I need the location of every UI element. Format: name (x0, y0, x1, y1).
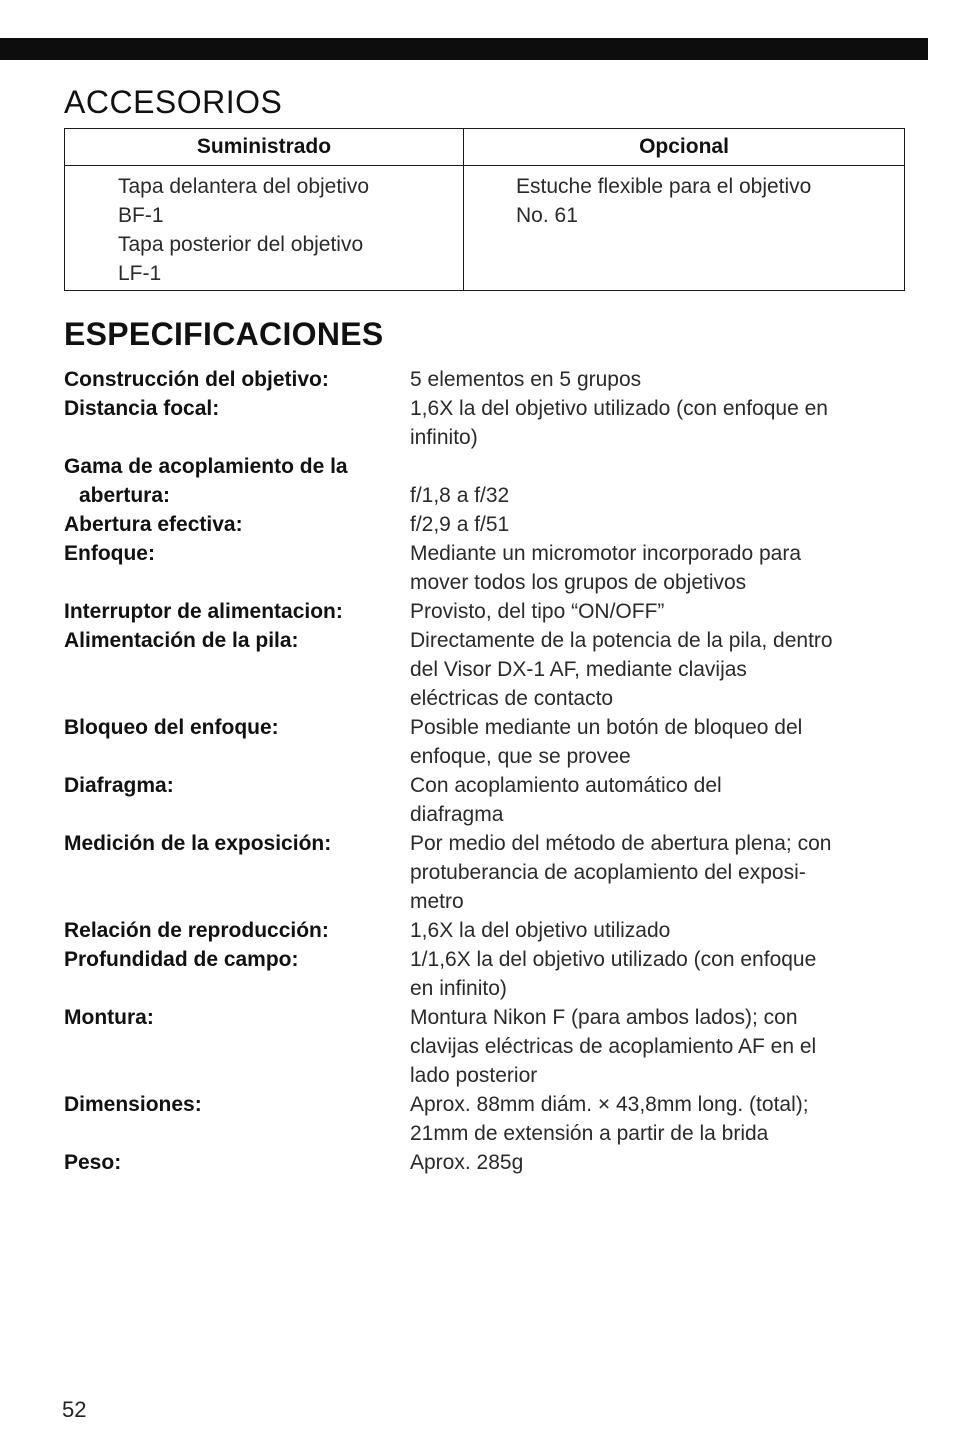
spec-label (64, 510, 404, 539)
spec-row (64, 597, 924, 626)
spec-row (64, 626, 924, 713)
spec-label (64, 771, 404, 800)
spec-label-line: Diafragma: (64, 774, 174, 797)
spec-label (64, 365, 404, 394)
spec-row (64, 771, 924, 829)
spec-value-line: eléctricas de contacto (410, 687, 614, 710)
spec-label-line: Medición de la exposición: (64, 832, 332, 855)
page-number: 52 (62, 1397, 87, 1422)
spec-row (64, 1148, 924, 1177)
spec-value (410, 1148, 910, 1177)
spec-value-line: clavijas eléctricas de acoplamiento AF en el (410, 1035, 817, 1058)
spec-value (410, 394, 910, 452)
spec-value-line: diafragma (410, 803, 504, 826)
spec-row (64, 394, 924, 452)
spec-value (410, 945, 910, 1003)
spec-value-line: 21mm de extensión a partir de la brida (410, 1122, 769, 1145)
spec-label (64, 713, 404, 742)
spec-value-line: Montura Nikon F (para ambos lados); con (410, 1006, 798, 1029)
spec-value-line: Directamente de la potencia de la pila, dentro (410, 629, 833, 652)
spec-label (64, 945, 404, 974)
spec-value-line: Aprox. 285g (410, 1151, 524, 1174)
spec-label (64, 829, 404, 858)
spec-value-line: Por medio del método de abertura plena; con (410, 832, 832, 855)
spec-label-line: Gama de acoplamiento de la (64, 455, 348, 478)
spec-label-line: Profundidad de campo: (64, 948, 299, 971)
spec-value (410, 771, 910, 829)
supplied-item: LF-1 (118, 262, 162, 285)
optional-column (464, 129, 904, 290)
spec-label-line: Dimensiones: (64, 1093, 202, 1116)
spec-label-line: abertura: (79, 484, 171, 507)
spec-label-line: Interruptor de alimentacion: (64, 600, 343, 623)
spec-label (64, 1003, 404, 1032)
accessories-table (64, 128, 905, 291)
spec-value (410, 1090, 910, 1148)
optional-header: Opcional (464, 129, 904, 166)
spec-label (64, 916, 404, 945)
spec-label-line: Alimentación de la pila: (64, 629, 299, 652)
spec-label-line: Montura: (64, 1006, 154, 1029)
supplied-header: Suministrado (65, 129, 463, 166)
spec-label (64, 539, 404, 568)
specifications-list (64, 365, 924, 1177)
spec-value-line: f/2,9 a f/51 (410, 513, 510, 536)
spec-value (410, 829, 910, 916)
top-decorative-bar (0, 38, 928, 60)
spec-row (64, 452, 924, 510)
spec-value-line: metro (410, 890, 464, 913)
spec-row (64, 829, 924, 916)
spec-value (410, 713, 910, 771)
spec-row (64, 713, 924, 771)
spec-row (64, 945, 924, 1003)
spec-value (410, 626, 910, 713)
optional-list (464, 166, 904, 230)
spec-value-line: Aprox. 88mm diám. × 43,8mm long. (total); (410, 1093, 809, 1116)
spec-row (64, 1003, 924, 1090)
spec-value-line: Provisto, del tipo “ON/OFF” (410, 600, 665, 623)
spec-row (64, 1090, 924, 1148)
spec-value-line: Mediante un micromotor incorporado para (410, 542, 802, 565)
spec-value-line: 1,6X la del objetivo utilizado (con enfoque en (410, 397, 828, 420)
spec-value-line: f/1,8 a f/32 (410, 484, 510, 507)
spec-row (64, 916, 924, 945)
spec-value-line: lado posterior (410, 1064, 538, 1087)
spec-value (410, 1003, 910, 1090)
spec-value (410, 365, 910, 394)
spec-label (64, 626, 404, 655)
spec-value-line: del Visor DX-1 AF, mediante clavijas (410, 658, 747, 681)
spec-value-line: enfoque, que se provee (410, 745, 631, 768)
spec-row (64, 510, 924, 539)
supplied-column (65, 129, 464, 290)
spec-value-line: Posible mediante un botón de bloqueo del (410, 716, 803, 739)
spec-label (64, 597, 404, 626)
accessories-title: ACCESORIOS (64, 84, 283, 120)
spec-value (410, 597, 910, 626)
spec-label-line: Distancia focal: (64, 397, 220, 420)
spec-label-line: Relación de reproducción: (64, 919, 329, 942)
spec-value-line: 1/1,6X la del objetivo utilizado (con enfoque (410, 948, 817, 971)
spec-row (64, 539, 924, 597)
spec-label (64, 452, 404, 510)
spec-row (64, 365, 924, 394)
supplied-item: Tapa posterior del objetivo (118, 233, 364, 256)
optional-item: Estuche flexible para el objetivo (516, 175, 812, 198)
spec-value-line: 1,6X la del objetivo utilizado (410, 919, 671, 942)
spec-label (64, 394, 404, 423)
spec-label-line: Enfoque: (64, 542, 155, 565)
spec-label (64, 1148, 404, 1177)
spec-value-line: protuberancia de acoplamiento del exposi- (410, 861, 806, 884)
spec-label-line: Abertura efectiva: (64, 513, 243, 536)
supplied-list (65, 166, 463, 288)
spec-value (410, 452, 910, 510)
spec-label-line: Bloqueo del enfoque: (64, 716, 279, 739)
spec-label (64, 1090, 404, 1119)
spec-value-line: mover todos los grupos de objetivos (410, 571, 747, 594)
spec-value-line (410, 452, 910, 481)
supplied-item: Tapa delantera del objetivo (118, 175, 370, 198)
spec-value (410, 539, 910, 597)
specifications-title: ESPECIFICACIONES (64, 316, 384, 352)
optional-item: No. 61 (516, 204, 578, 227)
supplied-item: BF-1 (118, 204, 164, 227)
spec-value-line: Con acoplamiento automático del (410, 774, 722, 797)
spec-label-line: Construcción del objetivo: (64, 368, 329, 391)
spec-value-line: en infinito) (410, 977, 507, 1000)
spec-value (410, 510, 910, 539)
spec-value-line: infinito) (410, 426, 478, 449)
spec-value-line: 5 elementos en 5 grupos (410, 368, 642, 391)
spec-value (410, 916, 910, 945)
spec-label-line: Peso: (64, 1151, 122, 1174)
